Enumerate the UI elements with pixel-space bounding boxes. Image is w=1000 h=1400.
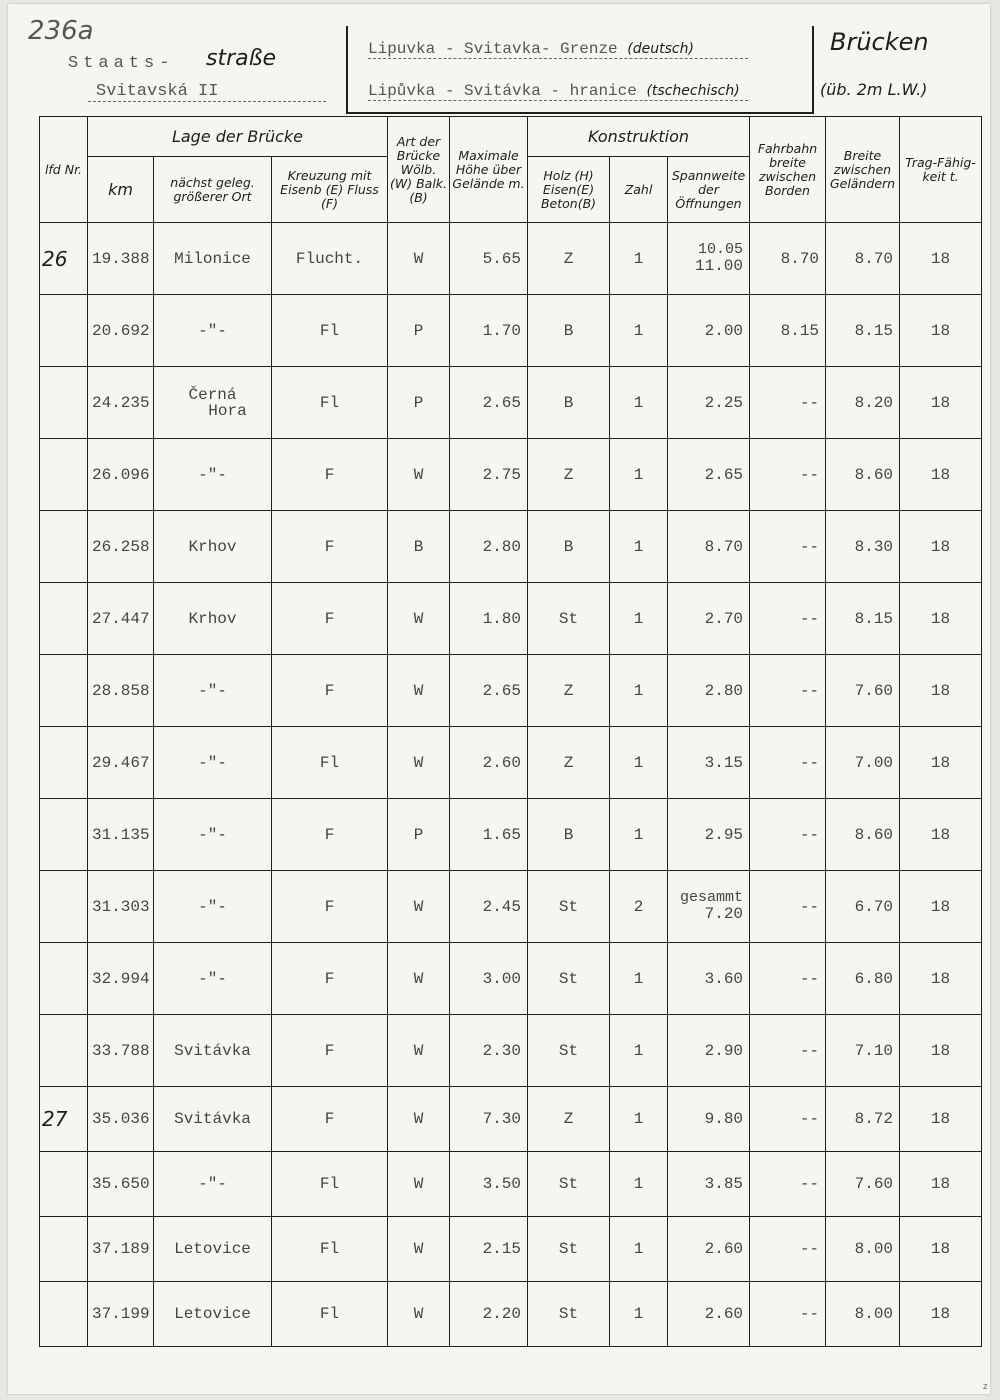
span-value: 11.00 [695,256,744,275]
table-row [40,511,982,583]
cell-kreuzung: F [272,871,388,943]
cell-art: P [388,295,450,367]
cell-spannweite [668,439,750,511]
cell-material: St [528,1015,610,1087]
cell-zahl: 1 [610,583,668,655]
span-value: 7.20 [704,904,744,923]
cell-kreuzung: Fl [272,1152,388,1217]
cell-fahrbahn: -- [750,367,826,439]
cell-ort: Svitávka [154,1087,272,1152]
cell-zahl: 1 [610,655,668,727]
cell-ort: Svitávka [154,1015,272,1087]
cell-zahl: 1 [610,1087,668,1152]
cell-km: 37.199 [88,1282,154,1347]
cell-fahrbahn: -- [750,655,826,727]
cell-km: 35.650 [88,1152,154,1217]
cell-material: St [528,1217,610,1282]
cell-fahrbahn: -- [750,1152,826,1217]
cell-ort: Krhov [154,511,272,583]
cell-gelaender: 8.15 [826,295,900,367]
cell-tragfaehigkeit: 18 [900,1282,982,1347]
cell-gelaender: 8.20 [826,367,900,439]
cell-material: St [528,1282,610,1347]
cell-spannweite [668,1217,750,1282]
cell-kreuzung: F [272,655,388,727]
cell-lfd [40,1282,88,1347]
cell-tragfaehigkeit: 18 [900,655,982,727]
cell-tragfaehigkeit: 18 [900,943,982,1015]
cell-lfd [40,655,88,727]
cell-material: St [528,943,610,1015]
corner-mark: z [982,1382,988,1392]
cell-km: 31.135 [88,799,154,871]
table-row [40,1217,982,1282]
span-value: 2.60 [704,1240,744,1258]
cell-art: W [388,943,450,1015]
span-value: 3.60 [704,969,744,988]
cell-hoehe: 1.70 [450,295,528,367]
col-spannweite-label: Spannweite [671,167,746,183]
cell-art: W [388,583,450,655]
span-value: 2.60 [704,1305,744,1323]
col-hoehe: Maximale Höhe über Gelände m. [450,117,528,223]
cell-hoehe: 1.80 [450,583,528,655]
cell-hoehe: 1.65 [450,799,528,871]
col-lfd-nr: lfd Nr. [40,117,88,223]
cell-material: St [528,1152,610,1217]
cell-kreuzung: Fl [272,295,388,367]
cell-tragfaehigkeit: 18 [900,799,982,871]
cell-fahrbahn: -- [750,871,826,943]
span-value: 8.70 [704,537,744,556]
span-value: 9.80 [704,1110,744,1128]
cell-kreuzung: Fl [272,1282,388,1347]
cell-lfd [40,943,88,1015]
cell-km: 37.189 [88,1217,154,1282]
cell-tragfaehigkeit: 18 [900,367,982,439]
cell-lfd [40,727,88,799]
cell-material: St [528,871,610,943]
cell-zahl: 1 [610,1152,668,1217]
cell-lfd [40,367,88,439]
header-divider-bottom [346,112,814,114]
cell-fahrbahn: 8.70 [750,223,826,295]
cell-km: 28.858 [88,655,154,727]
cell-art: W [388,1015,450,1087]
cell-km: 31.303 [88,871,154,943]
section-czech-tag: (tschechisch) [646,83,740,99]
cell-fahrbahn: -- [750,799,826,871]
cell-zahl: 1 [610,223,668,295]
cell-fahrbahn: -- [750,583,826,655]
cell-fahrbahn: -- [750,1282,826,1347]
lfd-handwritten-number: 26 [42,246,68,271]
col-konstruktion: Konstruktion [528,117,750,157]
cell-zahl: 1 [610,1217,668,1282]
span-value: 2.80 [704,681,744,700]
cell-kreuzung: F [272,439,388,511]
cell-kreuzung: F [272,1015,388,1087]
cell-km: 19.388 [88,223,154,295]
cell-lfd [40,1015,88,1087]
cell-material: B [528,511,610,583]
cell-zahl: 1 [610,367,668,439]
cell-spannweite [668,1282,750,1347]
table-row [40,1015,982,1087]
col-lage: Lage der Brücke [88,117,388,157]
cell-tragfaehigkeit: 18 [900,583,982,655]
span-value: 2.90 [704,1041,744,1060]
document-number: 236a [28,16,94,46]
cell-art: W [388,223,450,295]
header-divider-right [812,26,814,114]
col-zahl-label: Zahl [624,181,653,197]
cell-material: Z [528,223,610,295]
cell-spannweite [668,655,750,727]
cell-kreuzung: Fl [272,1217,388,1282]
cell-tragfaehigkeit: 18 [900,1152,982,1217]
cell-zahl: 1 [610,1282,668,1347]
span-value: 2.70 [704,609,744,628]
cell-spannweite [668,727,750,799]
cell-km: 29.467 [88,727,154,799]
cell-spannweite [668,583,750,655]
cell-fahrbahn: -- [750,1217,826,1282]
cell-art: P [388,367,450,439]
cell-hoehe: 3.50 [450,1152,528,1217]
table-row [40,727,982,799]
cell-gelaender: 8.70 [826,223,900,295]
cell-lfd [40,295,88,367]
col-material: Holz (H) Eisen(E) Beton(B) [528,157,610,223]
col-ort: nächst geleg. größerer Ort [154,157,272,223]
cell-kreuzung: F [272,943,388,1015]
cell-tragfaehigkeit: 18 [900,511,982,583]
cell-spannweite [668,223,750,295]
cell-kreuzung: F [272,1087,388,1152]
cell-tragfaehigkeit: 18 [900,871,982,943]
cell-material: St [528,583,610,655]
cell-spannweite [668,871,750,943]
section-czech [368,82,748,101]
cell-material: B [528,295,610,367]
cell-art: W [388,439,450,511]
cell-spannweite [668,1152,750,1217]
span-value: 3.85 [704,1175,744,1193]
section-czech-text: Lipůvka - Svitávka - hranice [368,82,637,100]
road-type-suffix: straße [206,46,277,71]
cell-km: 20.692 [88,295,154,367]
span-note: gesammt [680,888,744,906]
table-row [40,871,982,943]
cell-kreuzung: Fl [272,727,388,799]
cell-spannweite [668,511,750,583]
cell-art: W [388,1087,450,1152]
cell-ort: Milonice [154,223,272,295]
cell-gelaender: 7.00 [826,727,900,799]
ort-value-continued: Hora [208,401,247,420]
cell-hoehe: 2.20 [450,1282,528,1347]
cell-material: B [528,367,610,439]
table-row [40,1152,982,1217]
cell-ort: -"- [154,799,272,871]
cell-gelaender: 8.00 [826,1282,900,1347]
cell-zahl: 1 [610,943,668,1015]
col-gelaender: Breite zwischen Geländern [826,117,900,223]
page-title: Brücken [830,28,929,56]
col-fahrbahn: Fahrbahn breite zwischen Borden [750,117,826,223]
cell-ort: -"- [154,943,272,1015]
col-km: km [88,157,154,223]
col-tragfaehigkeit: Trag-Fähig-keit t. [900,117,982,223]
cell-hoehe: 2.30 [450,1015,528,1087]
cell-art: W [388,1282,450,1347]
cell-tragfaehigkeit: 18 [900,727,982,799]
col-spannweite [668,157,750,223]
table-row [40,1282,982,1347]
cell-fahrbahn: -- [750,943,826,1015]
cell-hoehe: 2.65 [450,367,528,439]
road-number: Svitavská II [88,82,326,102]
cell-art: W [388,727,450,799]
cell-zahl: 1 [610,799,668,871]
cell-ort: -"- [154,655,272,727]
span-value: 2.95 [704,825,744,844]
cell-km: 24.235 [88,367,154,439]
cell-lfd [40,1087,88,1152]
cell-lfd [40,799,88,871]
cell-spannweite [668,367,750,439]
cell-hoehe: 2.75 [450,439,528,511]
cell-hoehe: 2.60 [450,727,528,799]
section-german-tag: (deutsch) [627,41,694,57]
col-zahl [610,157,668,223]
cell-tragfaehigkeit: 18 [900,1217,982,1282]
cell-zahl: 1 [610,727,668,799]
road-type-prefix: Staats- [68,54,175,73]
cell-zahl: 1 [610,1015,668,1087]
cell-ort: Letovice [154,1217,272,1282]
cell-lfd [40,511,88,583]
cell-gelaender: 6.70 [826,871,900,943]
bridge-table [39,116,982,1347]
span-value: 2.25 [704,393,744,412]
table-row [40,439,982,511]
cell-hoehe: 2.15 [450,1217,528,1282]
cell-spannweite [668,799,750,871]
cell-gelaender: 8.00 [826,1217,900,1282]
cell-hoehe: 2.45 [450,871,528,943]
table-row [40,1087,982,1152]
header-divider-left [346,26,348,114]
table-row [40,295,982,367]
cell-art: B [388,511,450,583]
cell-ort: -"- [154,1152,272,1217]
cell-tragfaehigkeit: 18 [900,223,982,295]
cell-art: W [388,871,450,943]
cell-zahl: 1 [610,439,668,511]
cell-art: W [388,1152,450,1217]
cell-tragfaehigkeit: 18 [900,1015,982,1087]
cell-km: 32.994 [88,943,154,1015]
page-subtitle: (üb. 2m L.W.) [820,80,928,99]
cell-material: Z [528,439,610,511]
cell-kreuzung: Flucht. [272,223,388,295]
table-row [40,223,982,295]
cell-km: 27.447 [88,583,154,655]
cell-material: Z [528,655,610,727]
cell-zahl: 1 [610,295,668,367]
cell-km: 35.036 [88,1087,154,1152]
cell-kreuzung: F [272,583,388,655]
cell-material: Z [528,1087,610,1152]
cell-gelaender: 8.72 [826,1087,900,1152]
table-row [40,367,982,439]
cell-spannweite [668,1087,750,1152]
cell-tragfaehigkeit: 18 [900,439,982,511]
cell-km: 33.788 [88,1015,154,1087]
cell-hoehe: 2.80 [450,511,528,583]
cell-gelaender: 7.60 [826,655,900,727]
cell-hoehe: 3.00 [450,943,528,1015]
cell-fahrbahn: 8.15 [750,295,826,367]
cell-spannweite [668,943,750,1015]
cell-fahrbahn: -- [750,1015,826,1087]
span-value: 3.15 [704,753,744,772]
cell-ort: Krhov [154,583,272,655]
cell-hoehe: 2.65 [450,655,528,727]
cell-fahrbahn: -- [750,727,826,799]
cell-lfd [40,439,88,511]
cell-fahrbahn: -- [750,511,826,583]
table-row [40,799,982,871]
cell-ort: -"- [154,727,272,799]
table-row [40,655,982,727]
cell-gelaender: 8.30 [826,511,900,583]
cell-art: P [388,799,450,871]
cell-ort: Letovice [154,1282,272,1347]
cell-km: 26.096 [88,439,154,511]
col-oeffnungen-label: der Öffnungen [675,181,742,211]
cell-ort [154,367,272,439]
lfd-handwritten-number: 27 [42,1107,68,1131]
cell-ort: -"- [154,871,272,943]
cell-lfd [40,583,88,655]
cell-material: Z [528,727,610,799]
cell-gelaender: 7.10 [826,1015,900,1087]
cell-lfd [40,1217,88,1282]
cell-fahrbahn: -- [750,439,826,511]
cell-gelaender: 7.60 [826,1152,900,1217]
cell-art: W [388,1217,450,1282]
cell-hoehe: 7.30 [450,1087,528,1152]
cell-spannweite [668,1015,750,1087]
cell-lfd [40,223,88,295]
cell-gelaender: 8.60 [826,799,900,871]
table-row [40,943,982,1015]
cell-ort: -"- [154,295,272,367]
span-note: 10.05 [698,240,744,258]
col-art: Art der Brücke Wölb.(W) Balk.(B) [388,117,450,223]
cell-lfd [40,1152,88,1217]
section-german [368,40,748,59]
cell-zahl: 2 [610,871,668,943]
span-value: 2.65 [704,465,744,484]
cell-hoehe: 5.65 [450,223,528,295]
cell-lfd [40,871,88,943]
section-german-text: Lipuvka - Svitavka- Grenze [368,40,618,58]
cell-gelaender: 8.60 [826,439,900,511]
cell-spannweite [668,295,750,367]
table-row [40,583,982,655]
cell-fahrbahn: -- [750,1087,826,1152]
cell-gelaender: 8.15 [826,583,900,655]
document-page [8,4,990,1394]
cell-gelaender: 6.80 [826,943,900,1015]
cell-kreuzung: Fl [272,367,388,439]
bridge-table-body [40,223,982,1347]
cell-art: W [388,655,450,727]
cell-zahl: 1 [610,511,668,583]
cell-ort: -"- [154,439,272,511]
cell-tragfaehigkeit: 18 [900,295,982,367]
ort-value: Černá [188,385,237,404]
cell-kreuzung: F [272,799,388,871]
span-value: 2.00 [704,321,744,340]
col-kreuzung: Kreuzung mit Eisenb (E) Fluss (F) [272,157,388,223]
cell-kreuzung: F [272,511,388,583]
cell-tragfaehigkeit: 18 [900,1087,982,1152]
cell-material: B [528,799,610,871]
cell-km: 26.258 [88,511,154,583]
